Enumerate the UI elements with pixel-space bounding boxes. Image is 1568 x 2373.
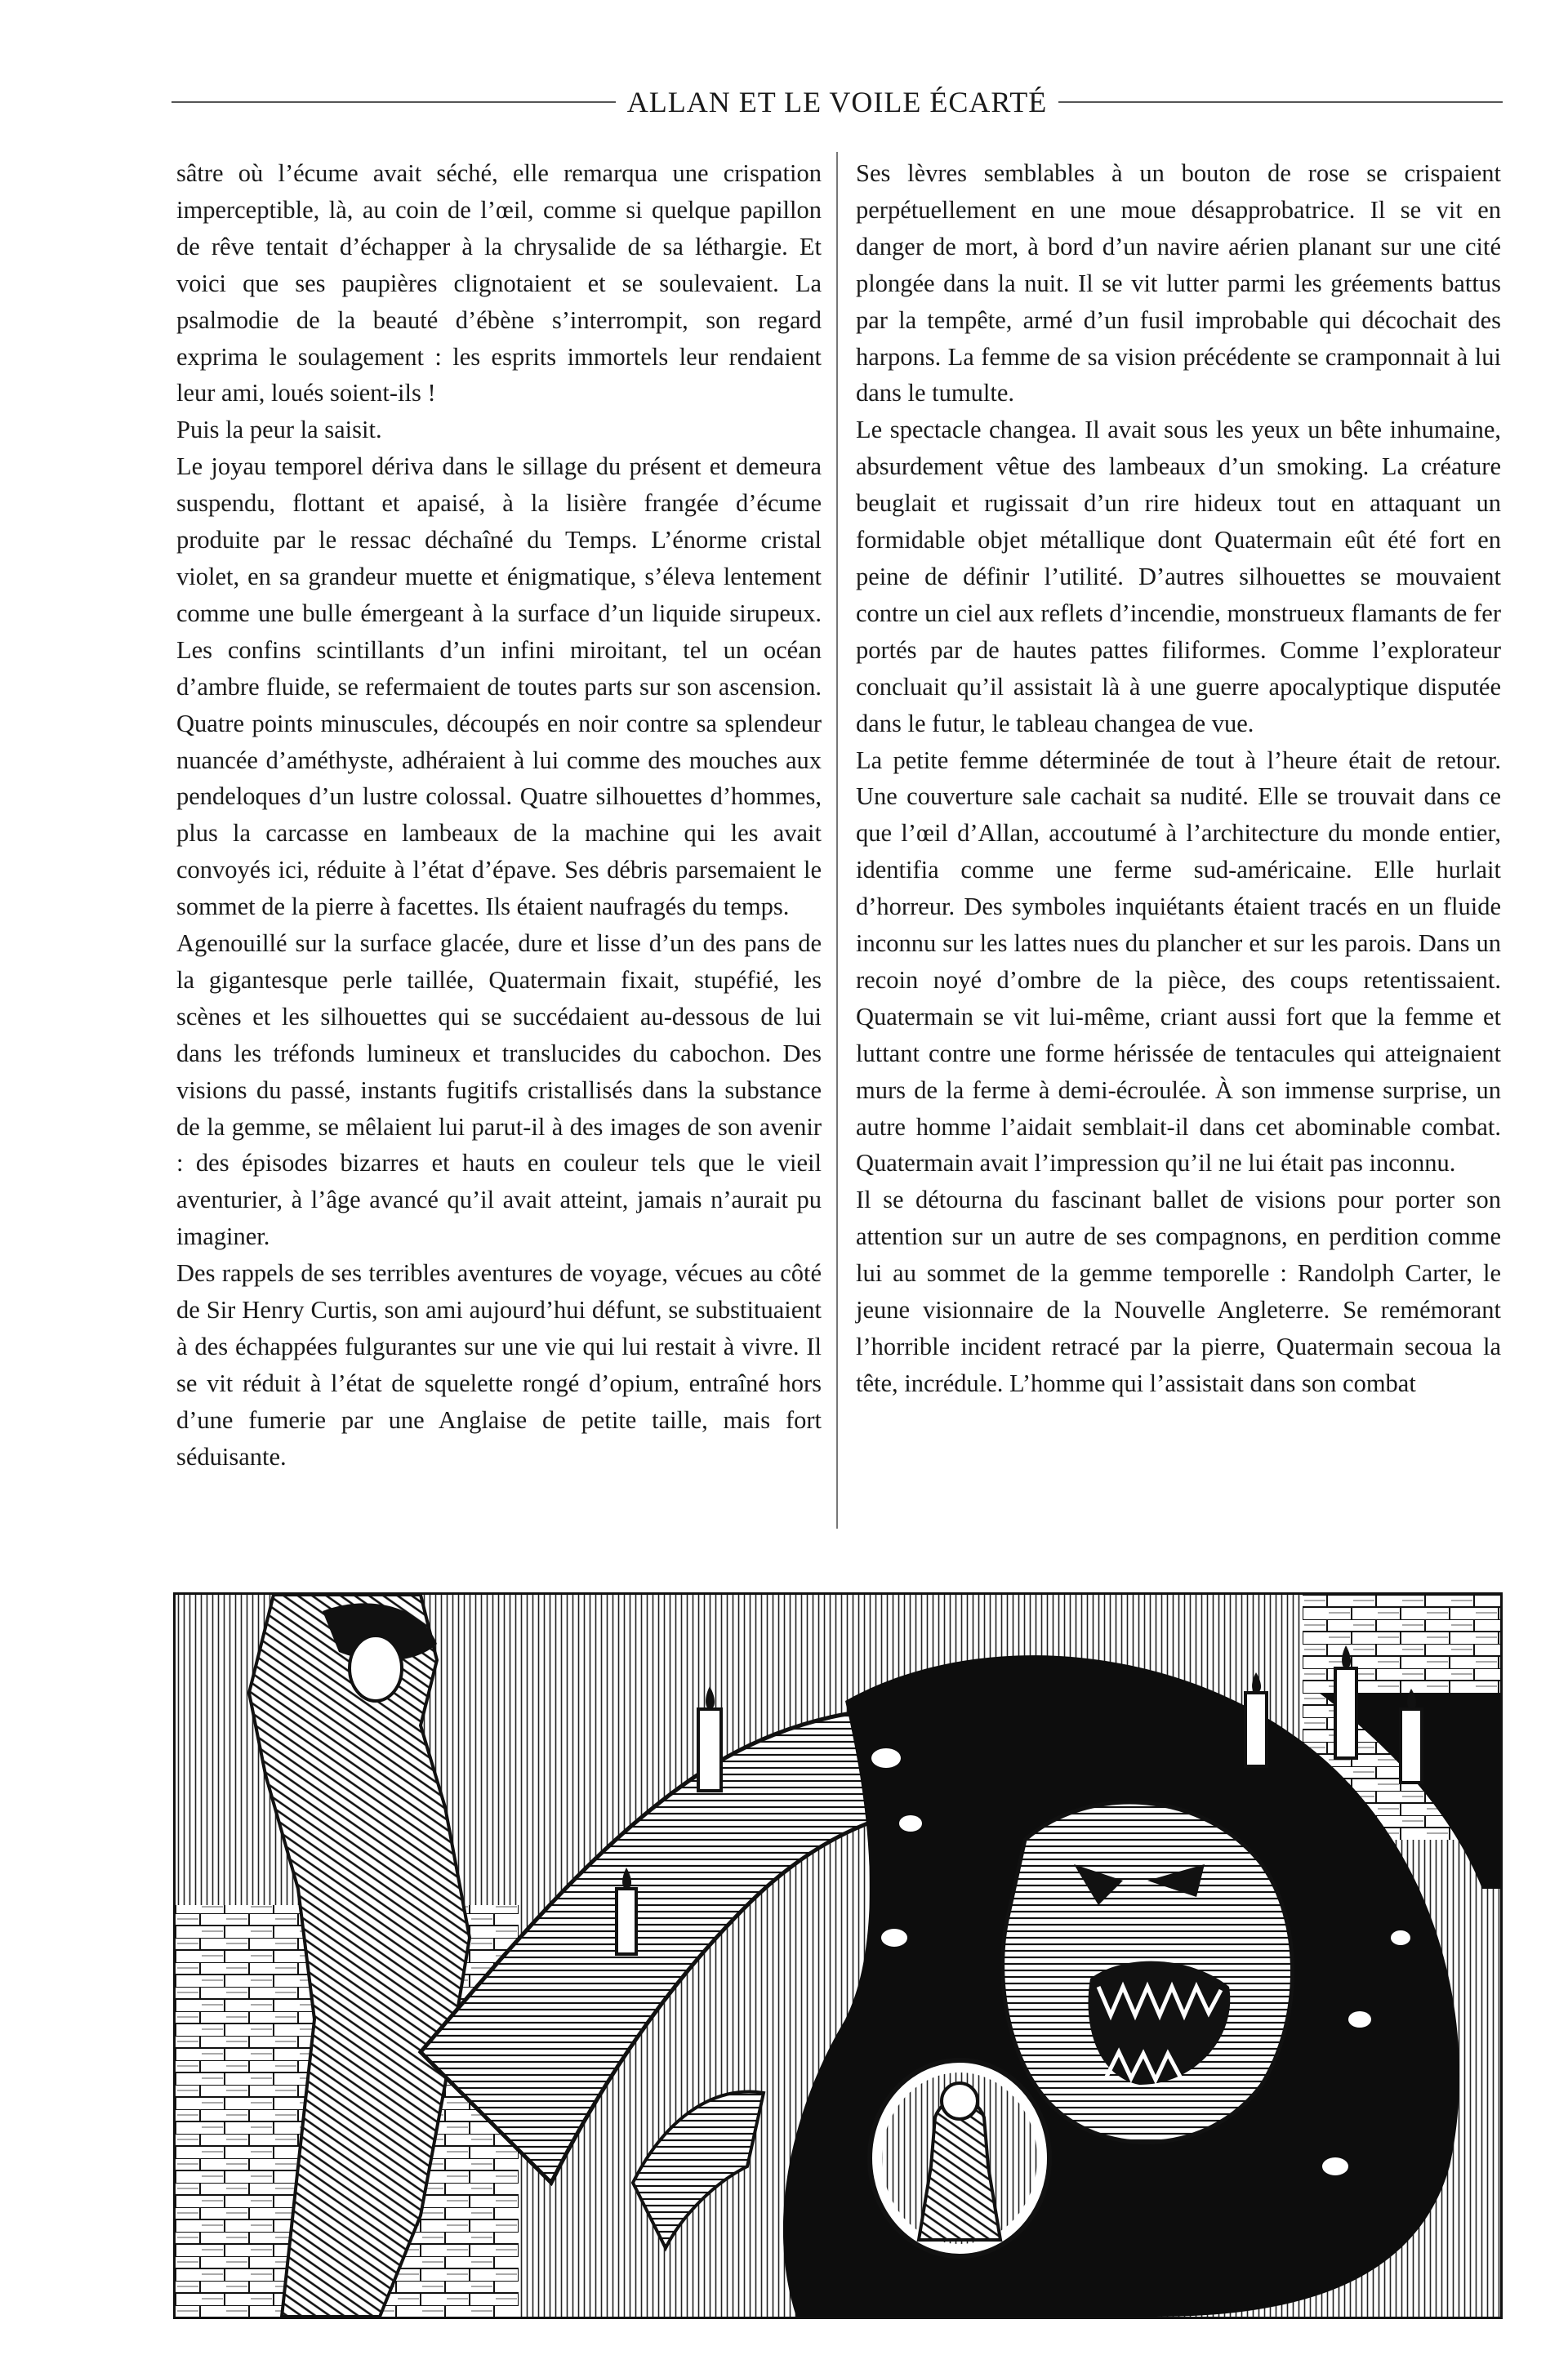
paragraph: Le spectacle changea. Il avait sous les yeux un bête inhumaine, absurdement vêtue des lambeaux d’un smoking. La créature beuglait et rugissait d’un rire hideux tout en attaquant un formidable objet métallique dont Quatermain eût été fort en peine de définir l’utilité. D’autres silhouettes se mouvaient contre un ciel aux reflets d’incendie, monstrueux flamants de fer portés par de hautes pattes filiformes. Comme l’explorateur concluait qu’il assistait là à une guerre apocalyptique disputée dans le futur, le tableau changea de vue.: [856, 416, 1501, 737]
paragraph: Il se détourna du fascinant ballet de visions pour porter son attention sur un autre de ses compagnons, en perdition comme lui au sommet de la gemme temporelle : Randolph Carter, le jeune visionnaire de la Nouvelle Angleterre. Se remémorant l’horrible incident retracé par la pierre, Quatermain secoua la tête, incrédule. L’homme qui l’assistait dans son combat: [856, 1186, 1501, 1397]
comic-illustration: [173, 1592, 1503, 2319]
header-rule-left: [172, 101, 616, 103]
illustration-drawing: [176, 1595, 1500, 2317]
paragraph: Agenouillé sur la surface glacée, dure et lisse d’un des pans de la gigantesque perle taillée, Quatermain fixait, stupéfié, les scènes et les silhouettes qui se succédaient au-dessous de lui dans les tréfonds lumineux et translucides du cabochon. Des visions du passé, instants fugitifs cristallisés dans la substance de la gemme, se mêlaient lui parut-il à des images de son avenir : des épisodes bizarres et hauts en couleur tels que le vieil aventurier, à l’âge avancé qu’il avait atteint, jamais n’aurait pu imaginer.: [176, 929, 822, 1251]
paragraph: La petite femme déterminée de tout à l’heure était de retour. Une couverture sale cachait sa nudité. Elle se trouvait dans ce que l’œil d’Allan, accoutumé à l’architecture du monde entier, identifia comme une ferme sud-américaine. Elle hurlait d’horreur. Des symboles inquiétants étaient tracés en un fluide inconnu sur les lattes nues du plancher et sur les parois. Dans un recoin noyé d’ombre de la pièce, des coups retentissaient. Quatermain se vit lui-même, criant aussi fort que la femme et luttant contre une forme hérissée de tentacules qui atteignaient murs de la ferme à demi-écroulée. À son immense surprise, un autre homme l’aidait semblait-il dans cet abominable combat. Quatermain avait l’impression qu’il ne lui était pas inconnu.: [856, 746, 1501, 1178]
column-divider: [836, 152, 838, 1529]
text-column-right: [856, 155, 1501, 1402]
paragraph: Puis la peur la saisit.: [176, 416, 382, 444]
running-header: [172, 82, 1503, 122]
paragraph: Ses lèvres semblables à un bouton de rose se crispaient perpétuellement en une moue désapprobatrice. Il se vit en danger de mort, à bord d’un navire aérien planant sur une cité plongée dans la nuit. Il se vit lutter parmi les gréements battus par la tempête, armé d’un fusil improbable qui décochait des harpons. La femme de sa vision précédente se cramponnait à lui dans le tumulte.: [856, 159, 1501, 407]
paragraph: Des rappels de ses terribles aventures de voyage, vécues au côté de Sir Henry Curtis, son ami aujourd’hui défunt, se substituaient à des échappées fulgurantes sur une vie qui lui restait à vivre. Il se vit réduit à l’état de squelette rongé d’opium, entraîné hors d’une fumerie par une Anglaise de petite taille, mais fort séduisante.: [176, 1259, 822, 1471]
text-column-left: [176, 155, 822, 1476]
paragraph: sâtre où l’écume avait séché, elle remarqua une crispation imperceptible, là, au coin de l’œil, comme si quelque papillon de rêve tentait d’échapper à la chrysalide de sa léthargie. Et voici que ses paupières clignotaient et se soulevaient. La psalmodie de la beauté d’ébène s’interrompit, son regard exprima le soulagement : les esprits immortels leur rendaient leur ami, loués soient-ils !: [176, 159, 822, 407]
paragraph: Le joyau temporel dériva dans le sillage du présent et demeura suspendu, flottant et apaisé, à la lisière frangée d’écume produite par le ressac déchaîné du Temps. L’énorme cristal violet, en sa grandeur muette et énigmatique, s’éleva lentement comme une bulle émergeant à la surface d’un liquide sirupeux. Les confins scintillants d’un infini miroitant, tel un océan d’ambre fluide, se refermaient de toutes parts sur son ascension. Quatre points minuscules, découpés en noir contre sa splendeur nuancée d’améthyste, adhéraient à lui comme des mouches aux pendeloques d’un lustre colossal. Quatre silhouettes d’hommes, plus la carcasse en lambeaux de la machine qui les avait convoyés ici, réduite à l’état d’épave. Ses débris parsemaient le sommet de la pierre à facettes. Ils étaient naufragés du temps.: [176, 452, 822, 921]
header-rule-right: [1058, 101, 1503, 103]
running-title: ALLAN ET LE VOILE ÉCARTÉ: [626, 86, 1048, 118]
